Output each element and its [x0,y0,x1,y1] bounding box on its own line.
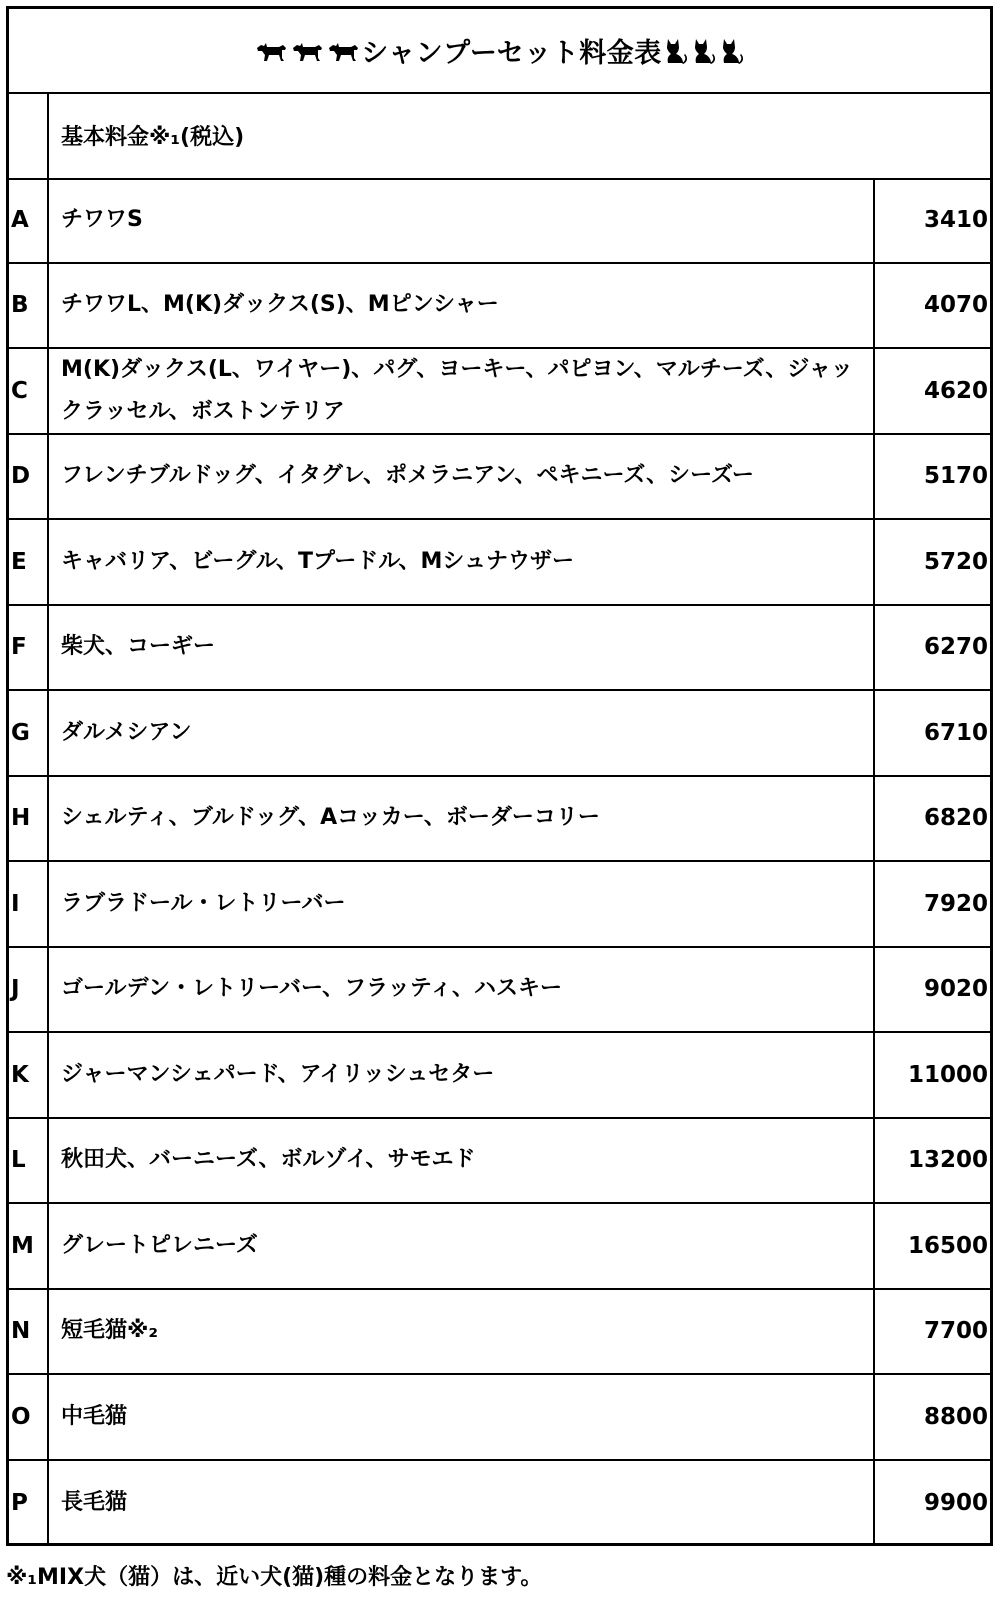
base-price-label: 基本料金※₁(税込) [61,124,245,150]
row-price: 8800 [923,1403,988,1430]
row-letter: H [11,805,31,832]
title-text: シャンプーセット料金表 [361,38,662,69]
row-price: 6820 [923,805,988,832]
row-letter: I [11,890,20,917]
row-price: 7920 [923,890,988,917]
row-breeds: 長毛猫 [61,1490,128,1516]
row-breeds: チワワL、M(K)ダックス(S)、Mピンシャー [61,292,499,318]
price-rows [9,178,990,1543]
row-letter: F [11,634,27,661]
row-breeds: キャバリア、ビーグル、Tプードル、Mシュナウザー [61,548,574,574]
row-letter: L [11,1147,26,1174]
row-letter: C [11,377,28,404]
row-price: 9020 [923,976,988,1003]
row-letter: P [11,1490,28,1517]
row-letter: G [11,719,30,746]
price-table [6,6,993,1546]
row-price: 6270 [923,634,988,661]
base-price-header [9,92,990,180]
table-row [9,178,990,264]
row-price: 11000 [907,1061,988,1088]
row-letter: K [11,1061,29,1088]
row-breeds: 柴犬、コーギー [61,634,216,660]
row-price: 7700 [923,1318,988,1345]
dog-icon [327,39,361,63]
row-letter: E [11,548,27,575]
row-letter: J [11,976,20,1003]
title-row [9,9,990,94]
cat-icon [662,37,688,65]
row-price: 16500 [907,1232,988,1259]
cat-icons [662,37,744,65]
dog-icon [291,39,325,63]
row-breeds: ダルメシアン [61,719,192,745]
row-letter: N [11,1318,31,1345]
page-title [255,31,744,70]
row-price: 5720 [923,548,988,575]
dog-icons [255,39,361,63]
row-price: 6710 [923,719,988,746]
table-row [9,1375,990,1461]
row-letter: A [11,206,29,233]
row-letter: O [11,1403,31,1430]
table-row [9,264,990,350]
table-row [9,349,990,435]
table-row [9,1290,990,1376]
table-row [9,1033,990,1119]
row-breeds: 中毛猫 [61,1403,128,1429]
row-breeds: 秋田犬、バーニーズ、ボルゾイ、サモエド [61,1147,476,1173]
table-row [9,1119,990,1205]
row-price: 5170 [923,463,988,490]
table-row [9,1204,990,1290]
table-row [9,520,990,606]
row-breeds: 短毛猫※₂ [61,1318,159,1344]
table-row [9,948,990,1034]
table-row [9,862,990,948]
cat-icon [690,37,716,65]
row-price: 9900 [923,1490,988,1517]
row-breeds: フレンチブルドッグ、イタグレ、ポメラニアン、ペキニーズ、シーズー [61,463,754,489]
table-row [9,435,990,521]
row-price: 3410 [923,206,988,233]
row-letter: D [11,463,31,490]
row-breeds: ジャーマンシェパード、アイリッシュセター [61,1061,495,1087]
row-letter: B [11,292,29,319]
table-row [9,1461,990,1547]
row-breeds: ゴールデン・レトリーバー、フラッティ、ハスキー [61,976,562,1002]
table-row [9,777,990,863]
row-letter: M [11,1232,34,1259]
table-row [9,606,990,692]
footnote: ※₁MIX犬（猫）は、近い犬(猫)種の料金となります。 [6,1565,543,1590]
table-row [9,691,990,777]
row-price: 4620 [923,377,988,404]
cat-icon [718,37,744,65]
row-breeds: チワワS [61,206,143,232]
row-price: 13200 [907,1147,988,1174]
row-breeds: グレートピレニーズ [61,1232,258,1258]
row-breeds: M(K)ダックス(L、ワイヤー)、パグ、ヨーキー、パピヨン、マルチーズ、ジャックラッセル、ボストンテリア [61,356,853,424]
row-breeds: シェルティ、ブルドッグ、Aコッカー、ボーダーコリー [61,805,600,831]
row-breeds: ラブラドール・レトリーバー [61,890,346,916]
dog-icon [255,39,289,63]
row-price: 4070 [923,292,988,319]
